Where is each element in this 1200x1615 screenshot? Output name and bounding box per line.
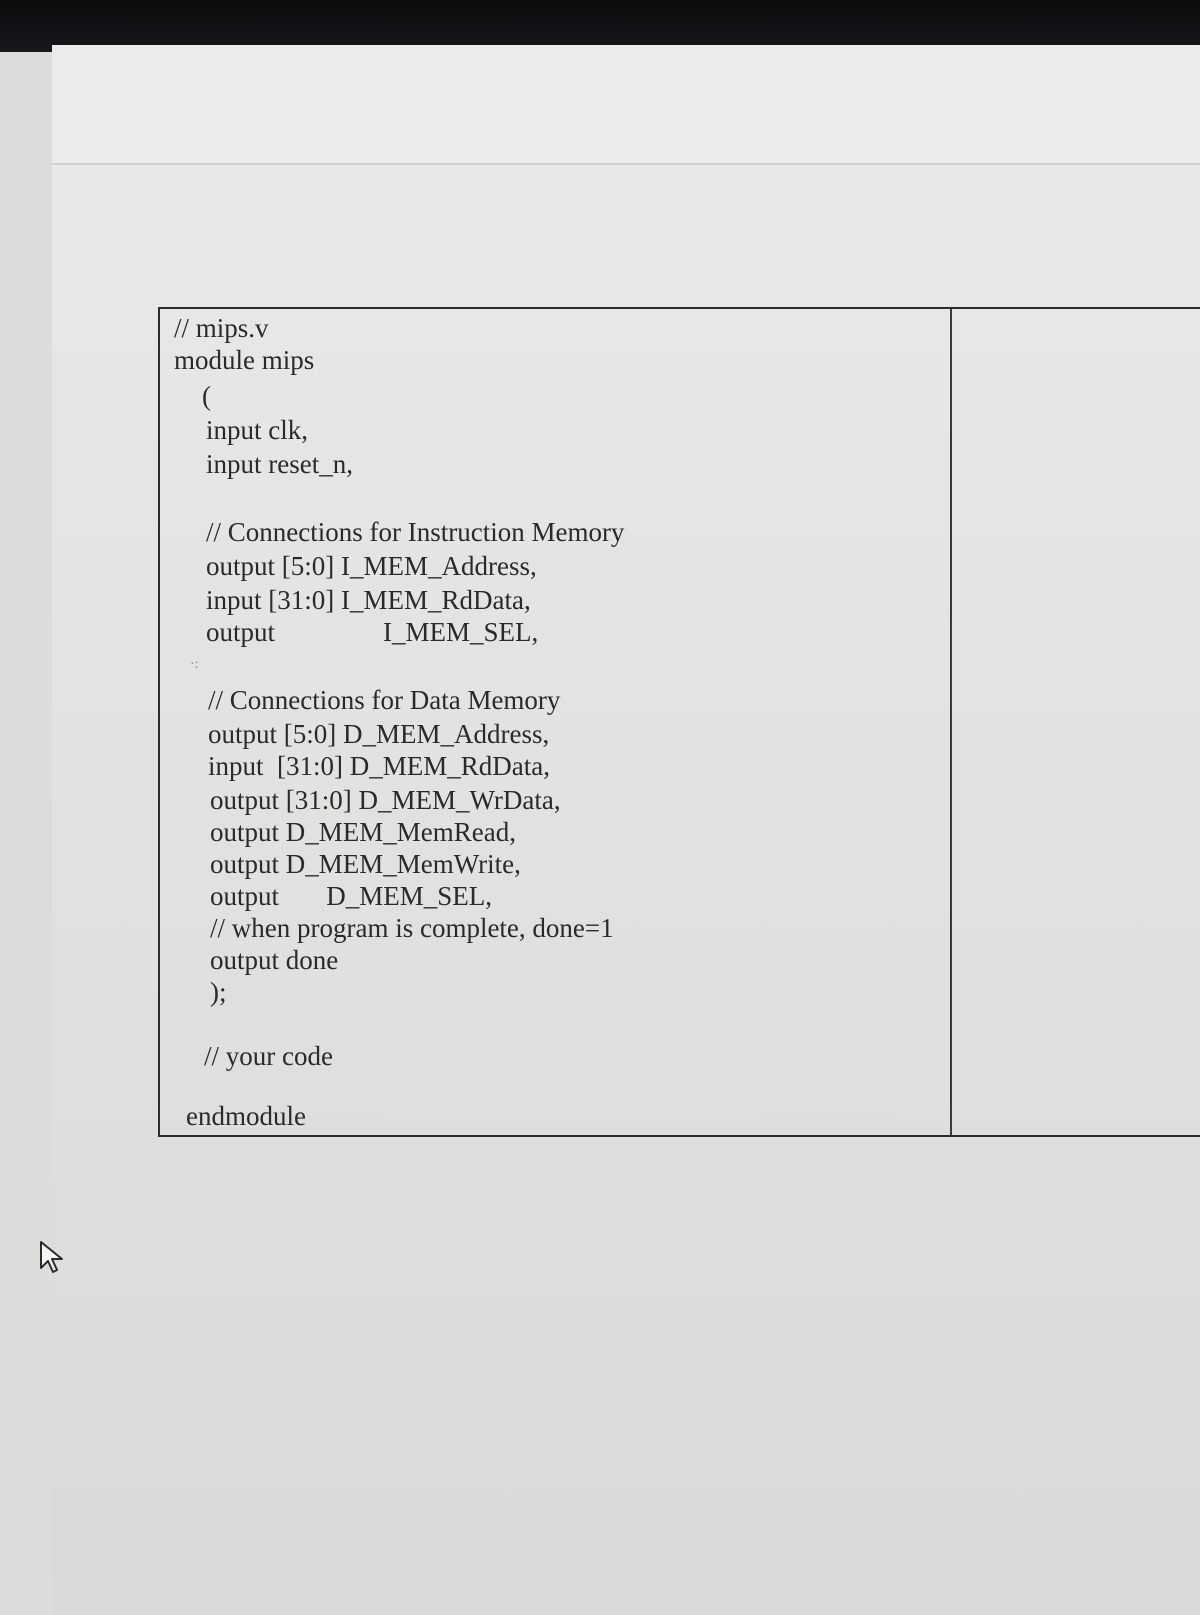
page-header-area [52, 45, 1200, 165]
code-line: output D_MEM_MemRead, [210, 817, 516, 847]
code-line: output [31:0] D_MEM_WrData, [210, 785, 561, 815]
code-line: endmodule [186, 1101, 306, 1131]
table-column-divider [950, 309, 952, 1135]
code-line: // your code [204, 1041, 333, 1071]
code-line: output I_MEM_SEL, [206, 617, 539, 647]
code-line: // mips.v [174, 313, 269, 343]
code-line: // Connections for Data Memory [208, 685, 561, 715]
code-line: output [5:0] D_MEM_Address, [208, 719, 550, 749]
code-line: // when program is complete, done=1 [210, 913, 614, 943]
code-line: ); [210, 977, 227, 1007]
code-line: ( [202, 381, 211, 411]
code-line: output done [210, 945, 339, 975]
code-table [158, 307, 1200, 1137]
code-line: output [5:0] I_MEM_Address, [206, 551, 537, 581]
code-line: module mips [174, 345, 315, 375]
mouse-pointer-icon [38, 1240, 68, 1276]
code-line: output D_MEM_SEL, [210, 881, 493, 911]
code-cell [160, 309, 948, 1135]
code-line: input reset_n, [206, 449, 353, 479]
code-line: input clk, [206, 415, 308, 445]
smudge-mark: ·: [190, 657, 199, 672]
code-line: input [31:0] I_MEM_RdData, [206, 585, 531, 615]
code-line: input [31:0] D_MEM_RdData, [208, 751, 550, 781]
code-line: output D_MEM_MemWrite, [210, 849, 521, 879]
code-line: // Connections for Instruction Memory [206, 517, 625, 547]
